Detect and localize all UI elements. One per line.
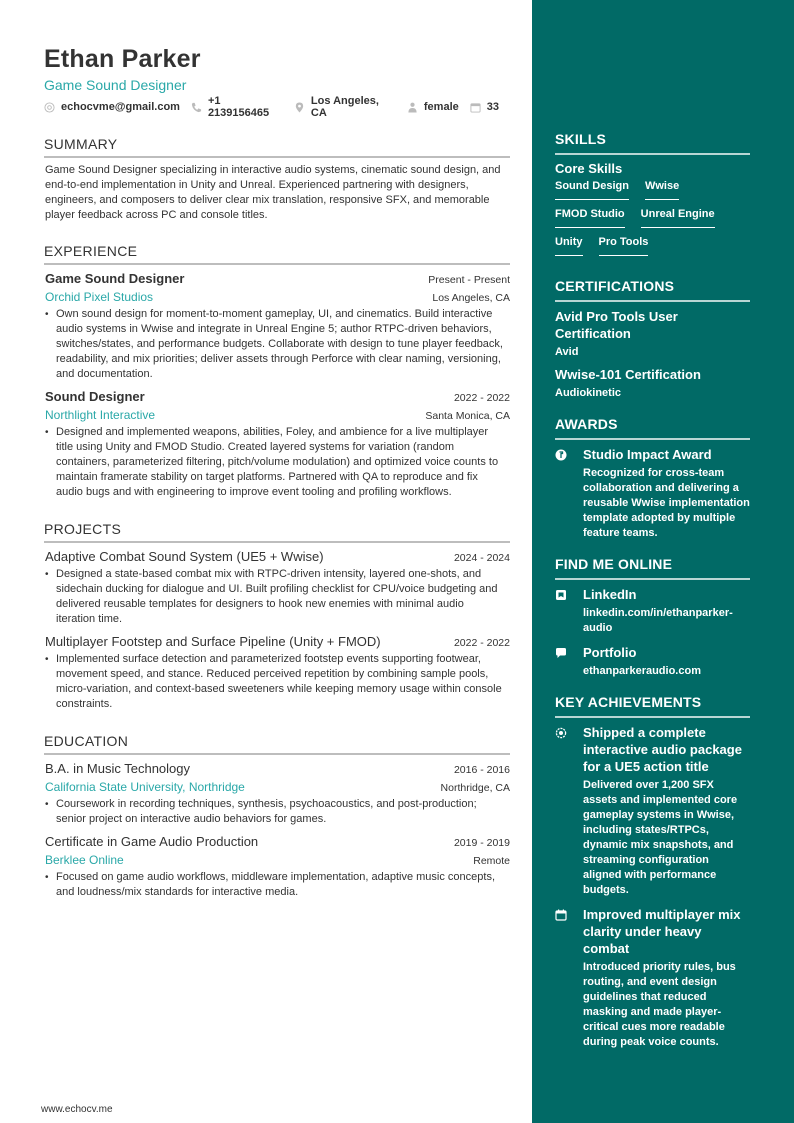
email-text: echocvme@gmail.com <box>61 101 180 113</box>
achievement-item <box>555 906 750 1050</box>
skill-tag: Pro Tools <box>599 235 649 256</box>
job-title: Game Sound Designer <box>45 271 185 286</box>
skills-section <box>555 130 750 263</box>
certification-issuer: Audiokinetic <box>555 387 622 399</box>
bullet-item: • Implemented surface detection and parameterized footstep events supporting footwear, movement speed, and stance. Reduced perceived repetition by combining sample pools, micro-variation, and context-based sweeteners while keeping memory usage within console constraints. <box>44 652 510 712</box>
projects-section <box>44 520 510 712</box>
phone-text: +1 2139156465 <box>207 95 270 119</box>
bullet-item: • Designed and implemented weapons, abilities, Foley, and ambience for a live multiplayer title using Unity and FMOD Studio. Created layered systems for variation (random containers, parameterized filtering, pitch/volume modulation) and optimized voice counts to maintain framerate stability on target platforms. Partnered with QA to reproduce and fix audio bugs and with engineering to improve event tooling and profiling workflows. <box>44 425 510 500</box>
at-icon <box>44 102 55 113</box>
section-title: FIND ME ONLINE <box>555 555 750 580</box>
candidate-name: Ethan Parker <box>44 45 201 73</box>
calendar-icon <box>555 906 583 1050</box>
section-title: AWARDS <box>555 415 750 440</box>
job-location: Santa Monica, CA <box>425 410 510 422</box>
bullet-item: • Own sound design for moment-to-moment gameplay, UI, and cinematics. Build interactive audio systems in Wwise and integrate in Unreal Engine 5; author RTPC-driven behaviors, switches/states, and performance budgets. Collaborate with design to tune player feedback, readability, and mix priorities; deliver assets through Perforce with clear naming, versioning, and documentation. <box>44 307 510 382</box>
education-date: 2019 - 2019 <box>453 837 510 849</box>
award-description: Recognized for cross-team collaboration and delivering a reusable Wwise implementation template adopted by multiple feature teams. <box>583 467 750 539</box>
company-name: Orchid Pixel Studios <box>45 290 154 304</box>
achievements-section <box>555 693 750 1050</box>
project-date: 2024 - 2024 <box>453 552 510 564</box>
experience-entry <box>44 388 510 500</box>
online-section <box>555 555 750 679</box>
section-title: CERTIFICATIONS <box>555 277 750 302</box>
online-link[interactable]: linkedin.com/in/ethanparker-audio <box>583 607 733 634</box>
job-date: Present - Present <box>428 274 510 286</box>
candidate-role: Game Sound Designer <box>44 77 187 93</box>
online-title: Portfolio <box>583 645 637 660</box>
awards-section <box>555 415 750 541</box>
gender-text: female <box>423 101 459 113</box>
achievement-description: Introduced priority rules, bus routing, and event design guidelines that reduced masking and made player-critical cues more readable during peak voice counts. <box>583 961 736 1048</box>
gear-icon <box>555 724 583 898</box>
project-entry <box>44 548 510 627</box>
school-location: Northridge, CA <box>440 782 510 794</box>
contact-email[interactable] <box>44 101 180 113</box>
online-title: LinkedIn <box>583 587 637 602</box>
certification-issuer: Avid <box>555 346 579 358</box>
section-title: KEY ACHIEVEMENTS <box>555 693 750 718</box>
job-title: Sound Designer <box>45 389 145 404</box>
school-location: Remote <box>473 855 510 867</box>
section-title: EXPERIENCE <box>44 242 510 265</box>
location-text: Los Angeles, CA <box>310 95 379 119</box>
certifications-section <box>555 277 750 401</box>
bullet-item: • Focused on game audio workflows, middleware implementation, adaptive music concepts, and loudness/mix standards for interactive media. <box>44 870 510 900</box>
skill-tag: Sound Design <box>555 179 629 200</box>
section-title: PROJECTS <box>44 520 510 543</box>
section-title: SUMMARY <box>44 135 510 158</box>
company-name: Northlight Interactive <box>45 408 156 422</box>
project-entry <box>44 633 510 712</box>
project-title: Multiplayer Footstep and Surface Pipeline (Unity + FMOD) <box>45 634 381 649</box>
skills-list <box>555 179 750 263</box>
education-entry <box>44 760 510 827</box>
age-text: 33 <box>486 101 499 113</box>
achievement-title: Shipped a complete interactive audio package for a UE5 action title <box>583 725 742 774</box>
certification-item <box>555 308 750 360</box>
experience-entry <box>44 270 510 382</box>
contact-bar <box>44 95 510 119</box>
chat-bubble-icon <box>555 644 583 679</box>
certification-name: Wwise-101 Certification <box>555 367 701 382</box>
education-date: 2016 - 2016 <box>453 764 510 776</box>
achievement-description: Delivered over 1,200 SFX assets and implemented core gameplay systems in Wwise, including states/RTPCs, dynamic mix snapshots, and streaming configuration aligned with performance budgets. <box>583 779 738 896</box>
section-title: SKILLS <box>555 130 750 155</box>
award-icon <box>555 446 583 541</box>
school-name: Berklee Online <box>45 853 124 867</box>
experience-section <box>44 242 510 500</box>
job-date: 2022 - 2022 <box>453 392 510 404</box>
contact-gender <box>407 101 459 113</box>
contact-location <box>294 95 396 119</box>
person-icon <box>407 102 418 113</box>
achievement-item <box>555 724 750 898</box>
skill-tag: Unity <box>555 235 583 256</box>
project-date: 2022 - 2022 <box>453 637 510 649</box>
education-section <box>44 732 510 900</box>
summary-text: Game Sound Designer specializing in interactive audio systems, cinematic sound design, and end-to-end implementation in Unity and Unreal. Experienced partnering with designers, engineers, and composers to deliver clear mix translation, responsive SFX, and memorable player feedback across PC and console titles. <box>45 164 501 221</box>
certification-item <box>555 366 750 401</box>
footer-website-link[interactable]: www.echocv.me <box>41 1104 113 1115</box>
online-item-portfolio[interactable] <box>555 644 750 679</box>
contact-phone[interactable] <box>191 95 283 119</box>
project-title: Adaptive Combat Sound System (UE5 + Wwise) <box>45 549 324 564</box>
sidebar <box>532 0 794 1123</box>
degree-title: Certificate in Game Audio Production <box>45 834 259 849</box>
phone-icon <box>191 102 202 113</box>
certification-name: Avid Pro Tools User Certification <box>555 309 678 341</box>
skill-tag: FMOD Studio <box>555 207 625 228</box>
award-title: Studio Impact Award <box>583 447 712 462</box>
bullet-item: • Coursework in recording techniques, synthesis, psychoacoustics, and post-production; senior project on interactive audio behaviors for games. <box>44 797 510 827</box>
achievement-title: Improved multiplayer mix clarity under heavy combat <box>583 907 741 956</box>
location-pin-icon <box>294 102 305 113</box>
summary-section <box>44 135 510 223</box>
skill-tag: Wwise <box>645 179 679 200</box>
skills-group-title: Core Skills <box>555 161 623 176</box>
online-item-linkedin[interactable] <box>555 586 750 636</box>
school-name: California State University, Northridge <box>45 780 245 794</box>
bullet-item: • Designed a state-based combat mix with RTPC-driven intensity, layered one-shots, and sidechain ducking for dialogue and UI. Built profiling checklist for CPU/voice budgeting and delivered reusable templates for designers to hook new enemies with minimal audio iteration time. <box>44 567 510 627</box>
online-link[interactable]: ethanparkeraudio.com <box>583 665 701 677</box>
contact-age <box>470 101 499 113</box>
skill-tag: Unreal Engine <box>641 207 715 228</box>
education-entry <box>44 833 510 900</box>
degree-title: B.A. in Music Technology <box>45 761 190 776</box>
calendar-icon <box>470 102 481 113</box>
award-item <box>555 446 750 541</box>
job-location: Los Angeles, CA <box>432 292 510 304</box>
linkedin-icon <box>555 586 583 636</box>
section-title: EDUCATION <box>44 732 510 755</box>
